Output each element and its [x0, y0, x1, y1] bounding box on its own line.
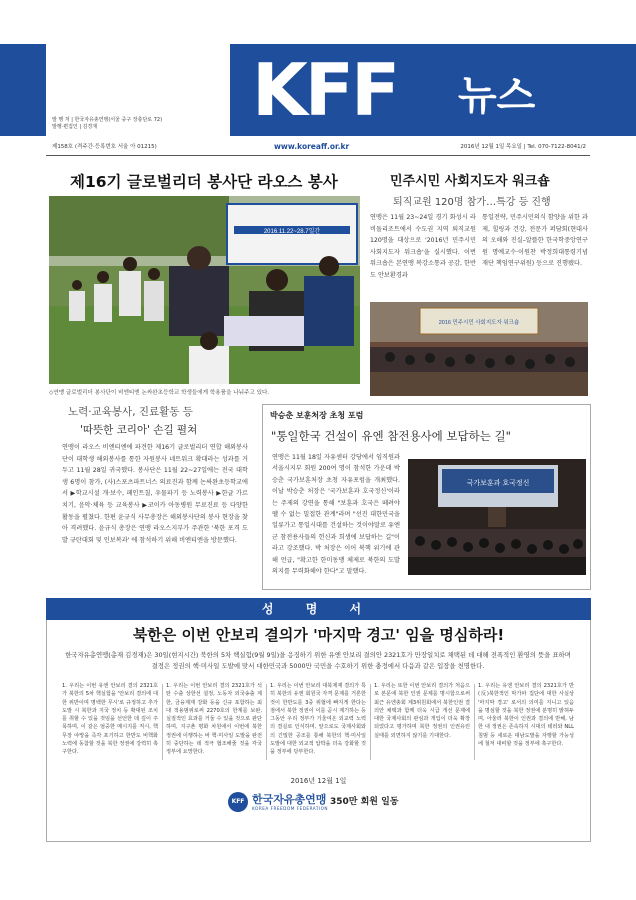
issue-number: 제158호 (격주간·등록번호 서울 아 01215) — [52, 144, 157, 150]
newspaper-logo: KFF — [252, 48, 398, 132]
statement-separator — [370, 684, 371, 760]
civic-body-right: 통일전략, 민주시민의식 함양을 위한 과제, 힐링과 건강, 전문가 퍼담회(현대사의 오해와 진실–알뜰한 한국학중앙연구원 명예교수·이원찬 박정희대통령기념재단 책임연구위원) 등으로 진행됐다. — [482, 214, 588, 268]
editor-line: 발행·편집인 | 김경재 — [52, 124, 98, 130]
forum-title: "통일한국 건설이 유엔 참전용사에 보답하는 길" — [271, 429, 511, 443]
org-name-english: KOREA FREEDOM FEDERATION — [252, 806, 329, 811]
statement-headline: 북한은 이번 안보리 결의가 '마지막 경고' 임을 명심하라! — [132, 626, 505, 644]
civic-photo — [370, 302, 588, 396]
newspaper-logo-suffix: 뉴스 — [458, 73, 536, 119]
statement-point-4: 1. 우리는 또한 이번 안보리 결의가 처음으로 본문에 북한 인권 문제를 명시함으로써 최근 유엔총회 제3위원회에서 북한인권 결의안 채택과 함께 더욱 시급 개선 문제에 대한 국제사회의 관심과 개입이 더욱 확장되었다고 평가하며 북한 정권의 인권유린 실태를 외면하지 않기를 기대한다. — [374, 683, 470, 739]
statement-point-3: 1. 우리는 이번 안보리 대북제재 결의가 특히 북한의 유엔 회원국 자격 문제를 거론한 것이 한반도를 3중 위협에 빠지게 한다는 점에서 북한 정권이 이를 곧시 제기하는 등 그동안 우리 정부가 기울여온 외교력 노력의 결실로 인식하며, 앞으로도 국제사회와의 긴밀한 공조를 통해 북한의 핵·미사일 도발에 대한 외교적 압박을 더욱 강화할 것을 정부에 당부한다. — [270, 683, 366, 756]
issue-bar — [46, 138, 590, 156]
statement-label: 성 명 서 — [261, 602, 376, 616]
issue-date: 2016년 12월 1일 목요일 | Tel. 070-7122-8041/2 — [460, 144, 586, 150]
laos-caption: ◇연맹 글로벌리더 봉사단이 비엔티엔 논싸완초등학교 학생들에게 학용품을 나눠주고 있다. — [49, 390, 270, 396]
statement-separator — [474, 684, 475, 760]
civic-body-left: 연맹은 11월 23~24일 경기 화성시 라비돌리조트에서 수도권 지역 퇴직교원 120명을 대상으로 '2016년 민주시민 사회지도자 워크숍'을 실시했다. 이번 워크숍은 본연맹 복강소통과 공감, 한반도 안보환경과 — [370, 214, 476, 279]
statement-separator — [266, 684, 267, 760]
forum-body: 연맹은 11월 18일 자유센터 강당에서 임직원과 서울시지부 회원 200여 명이 참석한 가운데 박승춘 국가보훈처장 초청 자유포럼을 개최했다. 이날 박승춘 처장은 '국가보훈과 호국정신'이라는 주제의 강연을 통해 "보훈과 호국은 떼려야 뗄 수 없는 밀접한 관계"라며 "선진 대한민국을 일류가고 통일시대를 건설하는 것이야말로 유엔군 참전용사들의 헌신과 희생에 보답하는 길"이라고 강조했다. 박 처장은 이어 북핵 위기에 관해 언급, "확고한 한미동맹 체제로 북한의 도발 의지를 무력화해야 한다"고 말했다. — [272, 454, 400, 576]
org-name: 한국자유총연맹 — [252, 793, 327, 806]
laos-body: 연맹이 라오스 비엔티엔에 파견한 제16기 글로벌리더 연합 해외봉사단이 대학생 해외봉사를 통한 자원봉사 네트워크 확대라는 성과를 거두고 11월 28일 귀국했다. 봉사단은 11월 22~27일에는 전국 대학생 6명이 참가, (사)스포츠파트너스 의료진과 함께 논싸완초등학교에서 ▶학교시설 개·보수, 페인트칠, 우물파기 등 노력봉사 ▶한글 가르치기, 음악·체육 등 교육봉사 ▶코이카 아동병원 무료진료 등 다양한 활동을 펼쳤다. 한편 윤규식 사무총장은 해외봉사단의 봉사 현장을 찾아 격려했다. 윤규식 총장은 연맹 라오스지부가 주관한 '북한 포격 도발 규탄대회 및 인보복과' 에 참석하기 위해 비엔티엔을 방문했다. — [62, 444, 248, 544]
statement-separator — [162, 684, 163, 760]
forum-photo — [408, 459, 586, 575]
civic-subtitle: 퇴직교원 120명 참가…특강 등 진행 — [393, 197, 551, 208]
laos-banner-text: 2016.11.22~28.7일간 — [263, 229, 321, 235]
laos-photo — [49, 196, 360, 384]
civic-banner-text: 2016 민주시민 사회지도자 워크숍 — [438, 320, 520, 326]
statement-date: 2016년 12월 1일 — [290, 777, 347, 785]
kff-emblem-icon: KFF — [228, 792, 248, 812]
statement-point-5: 1. 우리는 유엔 안보리 결의 2321호가 반(反)북한적인 막가파 집단에 대한 사실상 '마지막 경고' 로서의 의미를 지니고 있음을 명심할 것을 북한 정권에 분명히 밝혀두며, 아울러 북한이 인권과 결의에 반해, 남한 내 정권은 존속하지 시대의 테러와 NLL 침범 등 새로운 대남도발을 자행할 가능성에 철저 대비할 것을 정부에 촉구한다. — [478, 683, 574, 748]
statement-point-2: 1. 우리는 이번 안보리 결의 2321호가 석탄 수출 상한선 설정, 노동자 외국송출 제한, 금융제재 강화 등을 신규 포함하는 최대 적용범위로써 2270호의 한계를 보완, 실질적인 효과를 거둘 수 있을 것으로 판단하며, 지구촌 평화 차원에서 이번에 북한 정권에 이행하는 바 핵·미사일 도발을 완전히 중단하는 데 적극 협조해줄 것을 각국 정부에 요망한다. — [166, 683, 262, 756]
publisher-line: 발 행 처 | 한국자유총연맹(서울 중구 장충단로 72) — [52, 117, 163, 123]
statement-point-1: 1. 우리는 이번 유엔 안보리 결의 2321호가 북한의 5차 핵실험을 '안보리 결의에 대한 위반이며 명백한 무시'로 규정하고 추가도발 시 북한과 지국 정치 등 확대된 조치를 취할 수 있을 것임을 선언한 데 깊이 주목하며, 이 같은 엄중한 메시지를 직시, 핵무장 야망을 즉각 포기하고 한반도 비핵화 노력에 동참할 것을 북한 정권에 강력히 촉구한다. — [62, 683, 158, 756]
laos-subtitle-2: '따뜻한 코리아' 손길 펼쳐 — [80, 424, 198, 436]
org-members: 350만 회원 일동 — [330, 797, 399, 807]
laos-title: 제16기 글로벌리더 봉사단 라오스 봉사 — [70, 173, 338, 191]
website-link[interactable]: www.koreaff.or.kr — [274, 142, 350, 151]
statement-intro: 한국자유총연맹(총재 김경재)은 30일(현지시간) 북한의 5차 핵실험(9월 9일)을 응징하기 위한 유엔 안보리 결의안 2321호가 만장일치로 채택된 데 대해 전폭적인 환영의 뜻을 표하며 결정은 정권의 핵·미사일 도발에 맞서 대한민국과 5000만 국민을 수호하기 위한 충정에서 다음과 같은 입장을 천명한다. — [65, 651, 571, 670]
masthead-info — [52, 117, 162, 131]
forum-slide-text: 국가보훈과 호국정신 — [466, 480, 530, 487]
civic-title: 민주시민 사회지도자 워크숍 — [390, 174, 550, 189]
laos-subtitle-1: 노력·교육봉사, 진료활동 등 — [68, 406, 193, 418]
forum-tag: 박승춘 보훈처장 초청 포럼 — [270, 411, 364, 420]
